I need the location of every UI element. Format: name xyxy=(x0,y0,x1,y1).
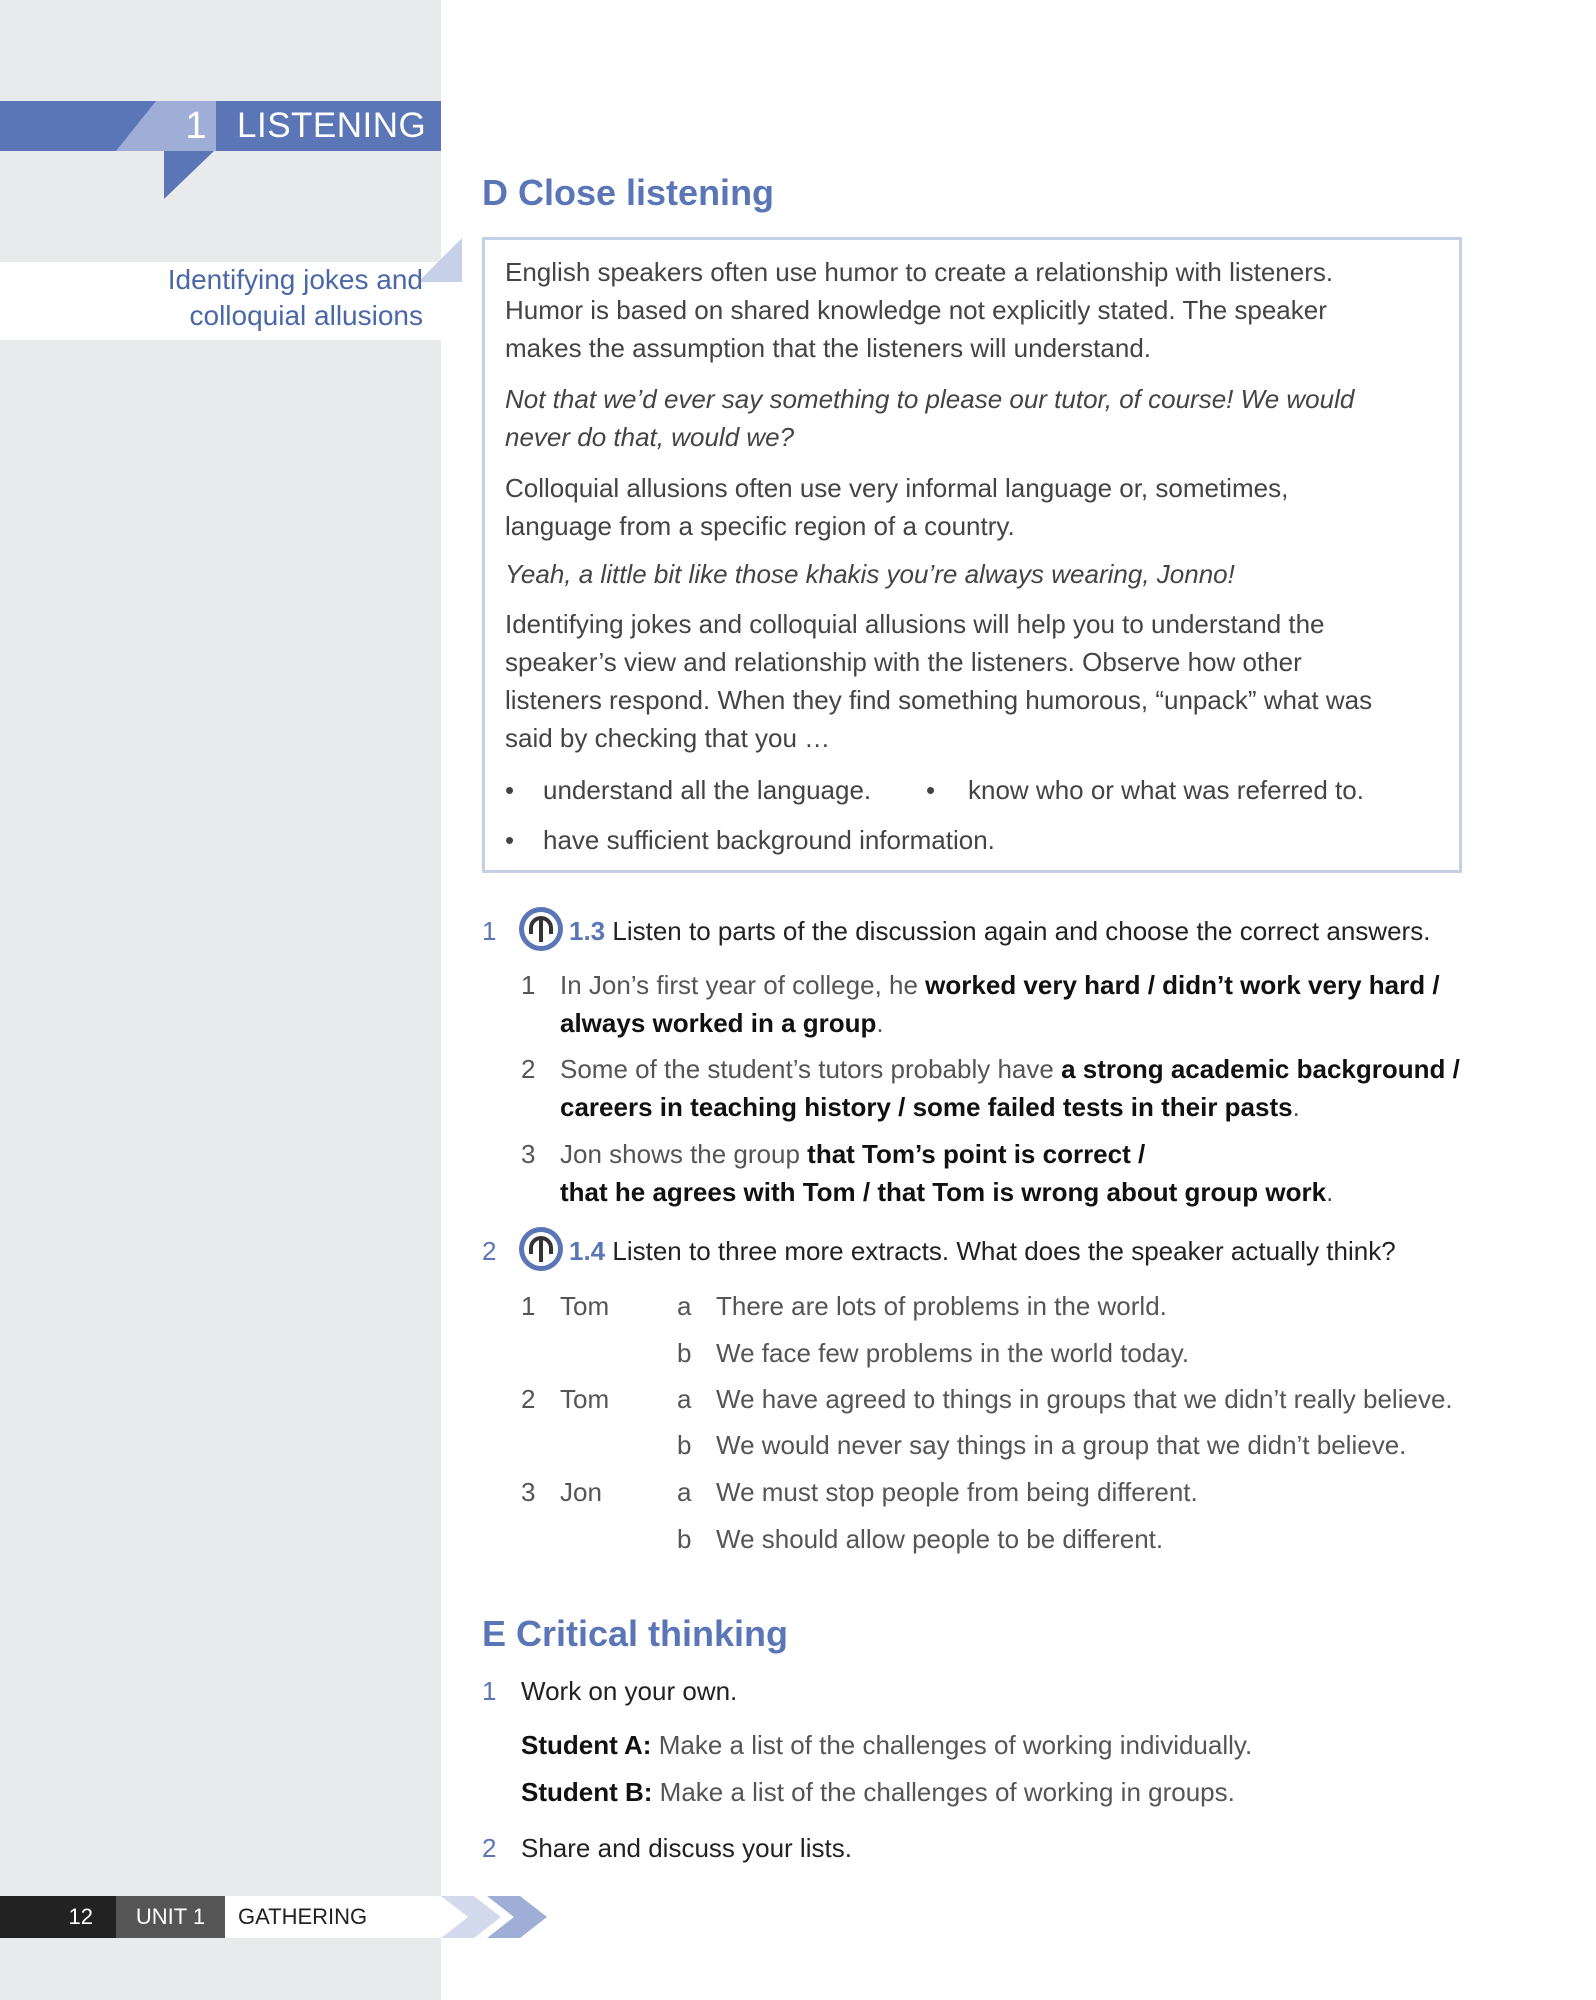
info-line: speaker’s view and relationship with the listeners. Observe how other xyxy=(505,647,1302,677)
option-letter: a xyxy=(677,1291,692,1321)
student-b-task: Student B: Make a list of the challenges of working in groups. xyxy=(521,1777,1235,1807)
question-number: 2 xyxy=(482,1236,497,1266)
question-number: 1 xyxy=(482,916,497,946)
info-line: listeners respond. When they find something humorous, “unpack” what was xyxy=(505,685,1373,715)
student-a-task: Student A: Make a list of the challenges of working individually. xyxy=(521,1730,1253,1760)
option-text: We would never say things in a group that we didn’t believe. xyxy=(716,1430,1407,1460)
skill-label xyxy=(123,262,423,334)
question-text: Listen to parts of the discussion again and choose the correct answers. xyxy=(612,916,1431,946)
info-line: said by checking that you … xyxy=(505,723,831,753)
question-number: 1 xyxy=(482,1676,497,1706)
option-text: We should allow people to be different. xyxy=(716,1524,1164,1554)
item-text: In Jon’s first year of college, he worked very hard / didn’t work very hard / xyxy=(560,970,1440,1000)
answer-options: careers in teaching history / some failed tests in their pasts xyxy=(560,1092,1293,1122)
bullet-dot: • xyxy=(505,825,515,855)
bullet-item: know who or what was referred to. xyxy=(968,775,1364,805)
bullet-dot: • xyxy=(926,775,936,805)
item-number: 2 xyxy=(521,1384,536,1414)
option-letter: b xyxy=(677,1338,692,1368)
item-text: that he agrees with Tom / that Tom is wrong about group work. xyxy=(560,1177,1334,1207)
example-quote: Not that we’d ever say something to please our tutor, of course! We would xyxy=(505,384,1355,414)
item-number: 3 xyxy=(521,1139,536,1169)
option-letter: a xyxy=(677,1384,692,1414)
answer-options: a strong academic background / xyxy=(1061,1054,1460,1084)
item-text: Jon shows the group that Tom’s point is correct / xyxy=(560,1139,1146,1169)
bullet-item: have sufficient background information. xyxy=(543,825,995,855)
track-number: 1.4 xyxy=(569,1236,606,1266)
headphones-icon[interactable] xyxy=(519,907,563,951)
item-number: 3 xyxy=(521,1477,536,1507)
headphones-icon[interactable] xyxy=(519,1227,563,1271)
example-quote: never do that, would we? xyxy=(505,422,795,452)
info-line: Identifying jokes and colloquial allusions will help you to understand the xyxy=(505,609,1325,639)
item-text: careers in teaching history / some failed tests in their pasts. xyxy=(560,1092,1300,1122)
footer-unit: UNIT 1 xyxy=(116,1896,225,1938)
option-text: There are lots of problems in the world. xyxy=(716,1291,1167,1321)
answer-options: worked very hard / didn’t work very hard / xyxy=(925,970,1440,1000)
question-text: Share and discuss your lists. xyxy=(521,1833,852,1863)
section-e-heading: E Critical thinking xyxy=(482,1613,789,1654)
option-letter: b xyxy=(677,1430,692,1460)
student-a-label: Student A: xyxy=(521,1730,652,1760)
example-quote: Yeah, a little bit like those khakis you’re always wearing, Jonno! xyxy=(505,559,1235,589)
skill-line-1: Identifying jokes and xyxy=(167,264,423,295)
student-b-label: Student B: xyxy=(521,1777,653,1807)
section-d-heading: D Close listening xyxy=(482,172,775,213)
option-text: We face few problems in the world today. xyxy=(716,1338,1190,1368)
track-number: 1.3 xyxy=(569,916,606,946)
option-text: We must stop people from being different. xyxy=(716,1477,1198,1507)
question-text: Listen to three more extracts. What does the speaker actually think? xyxy=(612,1236,1396,1266)
info-line: Humor is based on shared knowledge not explicitly stated. The speaker xyxy=(505,295,1327,325)
item-number: 1 xyxy=(521,970,536,1000)
option-text: We have agreed to things in groups that we didn’t really believe. xyxy=(716,1384,1453,1414)
question-text: Work on your own. xyxy=(521,1676,738,1706)
section-title: LISTENING xyxy=(237,106,427,145)
option-letter: a xyxy=(677,1477,692,1507)
info-line: Colloquial allusions often use very informal language or, sometimes, xyxy=(505,473,1289,503)
info-line: makes the assumption that the listeners will understand. xyxy=(505,333,1152,363)
footer-title: GATHERING xyxy=(225,1896,441,1938)
chevron-right-icon xyxy=(441,1896,501,1938)
answer-options: that he agrees with Tom / that Tom is wrong about group work xyxy=(560,1177,1327,1207)
page-number: 12 xyxy=(0,1896,116,1938)
question-number: 2 xyxy=(482,1833,497,1863)
bullet-item: understand all the language. xyxy=(543,775,872,805)
item-text: always worked in a group. xyxy=(560,1008,884,1038)
item-number: 2 xyxy=(521,1054,536,1084)
info-line: language from a specific region of a country. xyxy=(505,511,1015,541)
info-line: English speakers often use humor to create a relationship with listeners. xyxy=(505,257,1334,287)
speaker-name: Jon xyxy=(560,1477,602,1507)
banner-tail xyxy=(164,151,214,199)
skill-line-2: colloquial allusions xyxy=(189,300,423,331)
unit-number: 1 xyxy=(185,105,207,147)
item-text: Some of the student’s tutors probably have a strong academic background / xyxy=(560,1054,1460,1084)
answer-options: always worked in a group xyxy=(560,1008,877,1038)
item-number: 1 xyxy=(521,1291,536,1321)
speaker-name: Tom xyxy=(560,1291,610,1321)
question-instruction xyxy=(569,912,1430,950)
option-letter: b xyxy=(677,1524,692,1554)
bullet-dot: • xyxy=(505,775,515,805)
answer-options: that Tom’s point is correct / xyxy=(807,1139,1146,1169)
speaker-name: Tom xyxy=(560,1384,610,1414)
question-instruction xyxy=(569,1232,1396,1270)
